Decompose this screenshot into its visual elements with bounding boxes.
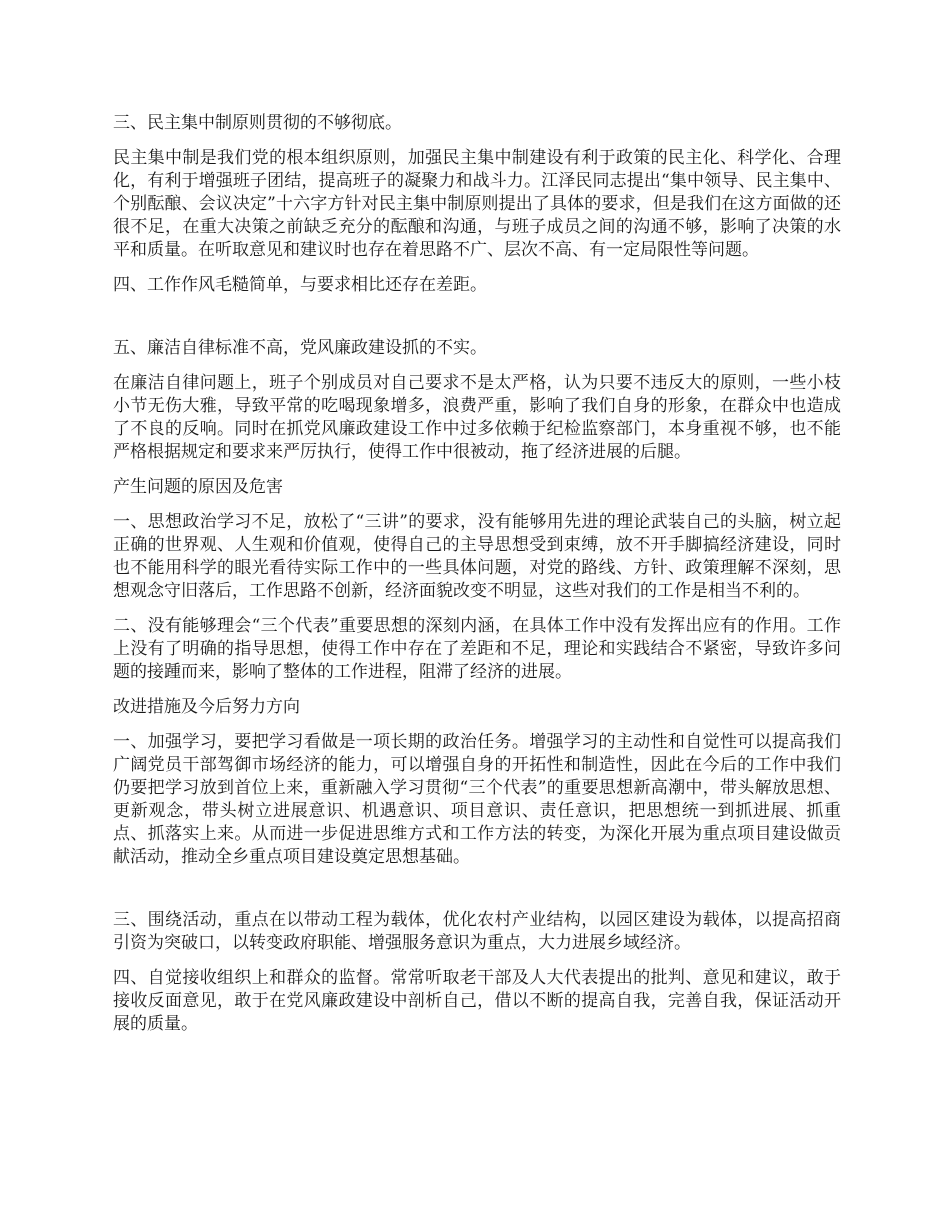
paragraph-cause-1: 一、思想政治学习不足，放松了“三讲”的要求，没有能够用先进的理论武装自己的头脑，树立起正确的世界观、人生观和价值观，使得自己的主导思想受到束缚，放不开手脚搞经济建设，同时也不能用科学的眼光看待实际工作中的一些具体问题，对党的路线、方针、政策理解不深刻，思想观念守旧落后，工作思路不创新，经济面貌改变不明显，这些对我们的工作是相当不利的。 [113,512,841,601]
paragraph-democratic-centralism: 民主集中制是我们党的根本组织原则，加强民主集中制建设有利于政策的民主化、科学化、合理化，有利于增强班子团结，提高班子的凝聚力和战斗力。江泽民同志提出“集中领导、民主集中、个别酝酿、会议决定”十六字方针对民主集中制原则提出了具体的要求，但是我们在这方面做的还很不足，在重大决策之前缺乏充分的酝酿和沟通，与班子成员之间的沟通不够，影响了决策的水平和质量。在听取意见和建议时也存在着思路不广、层次不高、有一定局限性等问题。 [113,148,841,260]
section-title-measures: 改进措施及今后努力方向 [113,697,300,717]
paragraph-measure-4: 四、自觉接收组织上和群众的监督。常常听取老干部及人大代表提出的批判、意见和建议，敢于接收反面意见，敢于在党风廉政建设中剖析自己，借以不断的提高自我，完善自我，保证活动开展的质量。 [113,968,841,1034]
paragraph-cause-2: 二、没有能够理会“三个代表”重要思想的深刻内涵，在具体工作中没有发挥出应有的作用。工作上没有了明确的指导思想，使得工作中存在了差距和不足，理论和实践结合不紧密，导致许多问题的接踵而来，影响了整体的工作进程，阻滞了经济的进展。 [113,616,841,682]
section-title-causes: 产生问题的原因及危害 [113,477,283,497]
paragraph-integrity: 在廉洁自律问题上，班子个别成员对自己要求不是太严格，认为只要不违反大的原则，一些小枝小节无伤大雅，导致平常的吃喝现象增多，浪费严重，影响了我们自身的形象，在群众中也造成了不良的反响。同时在抓党风廉政建设工作中过多依赖于纪检监察部门，本身重视不够，也不能严格根据规定和要求来严厉执行，使得工作中很被动，拖了经济进展的后腿。 [113,373,841,462]
document-body [113,112,841,1048]
section-heading-5-integrity: 五、廉洁自律标准不高，党风廉政建设抓的不实。 [113,338,487,358]
paragraph-measure-3: 三、围绕活动，重点在以带动工程为载体，优化农村产业结构，以园区建设为载体，以提高招商引资为突破口，以转变政府职能、增强服务意识为重点，大力进展乡域经济。 [113,910,841,953]
section-heading-4-work-style: 四、工作作风毛糙简单，与要求相比还存在差距。 [113,275,487,295]
section-heading-3-democratic-centralism: 三、民主集中制原则贯彻的不够彻底。 [113,113,402,133]
paragraph-measure-1: 一、加强学习，要把学习看做是一项长期的政治任务。增强学习的主动性和自觉性可以提高我们广阔党员干部驾御市场经济的能力，可以增强自身的开拓性和制造性，因此在今后的工作中我们仍要把学习放到首位上来，重新融入学习贯彻“三个代表”的重要思想新高潮中，带头解放思想、更新观念，带头树立进展意识、机遇意识、项目意识、责任意识，把思想统一到抓进展、抓重点、抓落实上来。从而进一步促进思维方式和工作方法的转变，为深化开展为重点项目建设做贡献活动，推动全乡重点项目建设奠定思想基础。 [113,732,841,867]
